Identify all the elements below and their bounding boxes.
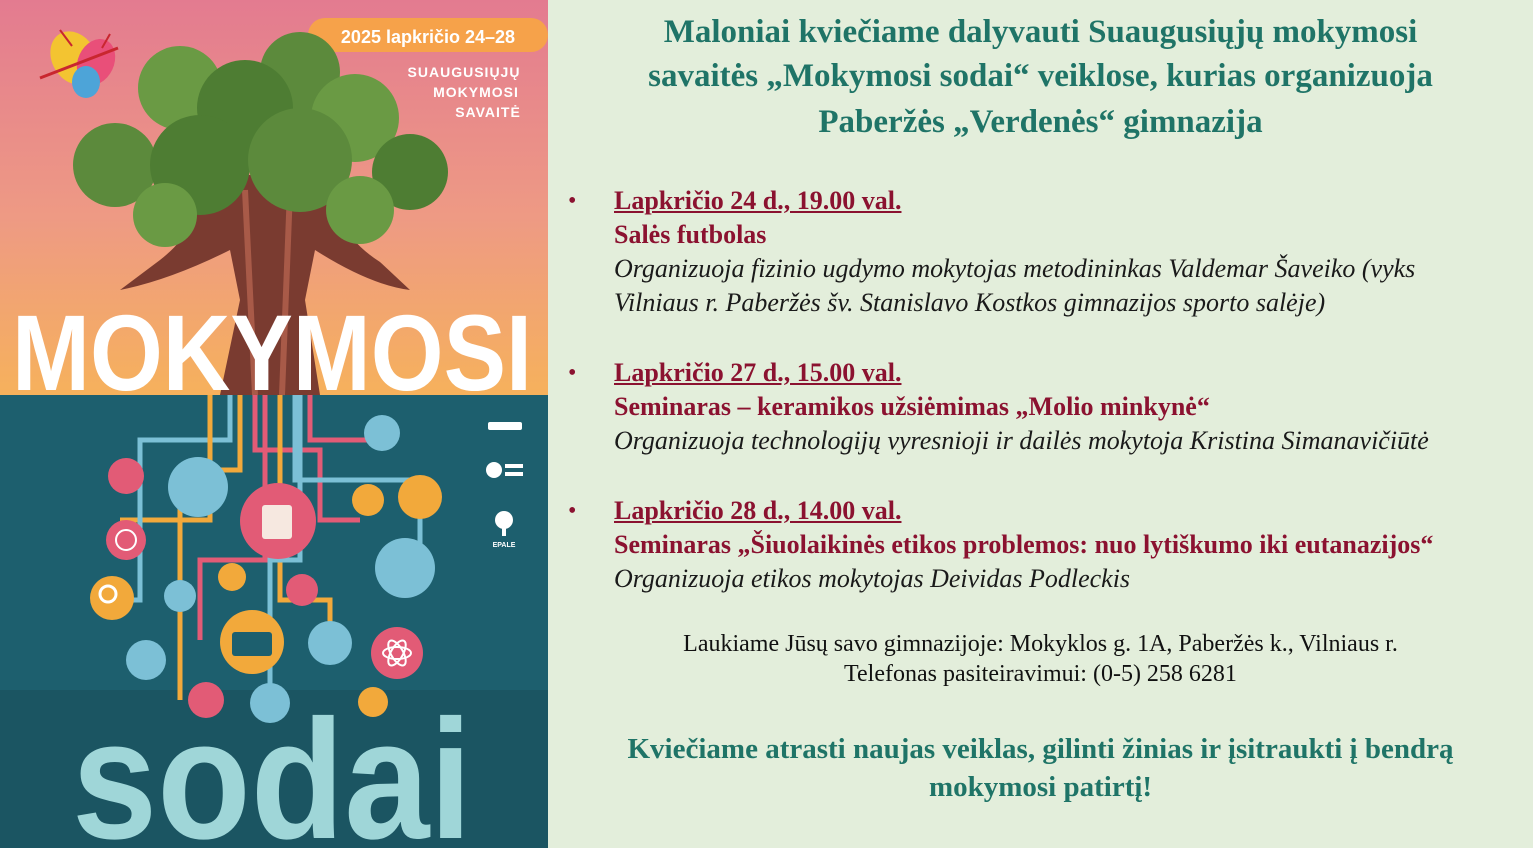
heading-line-3: Paberžės „Verdenės“ gimnazija [818, 104, 1263, 140]
atom-icon [371, 627, 423, 679]
bullet: • [568, 188, 577, 214]
poster-graphic [0, 0, 548, 848]
event-organizer: Vilniaus r. Paberžės šv. Stanislavo Kostkos gimnazijos sporto salėje) [614, 288, 1326, 317]
event-organizer: Organizuoja technologijų vyresnioji ir dailės mokytoja Kristina Simanavičiūtė [614, 426, 1429, 455]
event-title: Salės futbolas [614, 220, 767, 249]
poster-week-line2: MOKYMOSI [433, 84, 519, 100]
microscope-icon [308, 621, 352, 665]
person-avatar-icon [352, 484, 384, 516]
question-icon [218, 563, 246, 591]
poster-week-line3: SAVAITĖ [455, 104, 521, 120]
phone-line: Telefonas pasiteiravimui: (0-5) 258 6281 [844, 661, 1237, 687]
lightbulb-icon [168, 457, 228, 517]
event-date: Lapkričio 24 d., 19.00 val. [614, 186, 902, 215]
poster-image [0, 0, 548, 848]
event-date: Lapkričio 27 d., 15.00 val. [614, 358, 902, 387]
poster-title-bottom: sodai [72, 685, 472, 848]
person-avatar-icon [108, 458, 144, 494]
heading-line-2: savaitės „Mokymosi sodai“ veiklose, kurias organizuoja [648, 58, 1433, 94]
event-title: Seminaras – keramikos užsiėmimas „Molio minkynė“ [614, 392, 1210, 421]
bullet: • [568, 498, 577, 524]
event-organizer: Organizuoja etikos mokytojas Deividas Podleckis [614, 564, 1131, 593]
invitation-content [548, 0, 1533, 848]
event-title: Seminaras „Šiuolaikinės etikos problemos: nuo lytiškumo iki eutanazijos“ [614, 530, 1434, 559]
event-date: Lapkričio 28 d., 14.00 val. [614, 496, 902, 525]
music-icon [398, 475, 442, 519]
magnifier-icon [90, 576, 134, 620]
poster-week-line1: SUAUGUSIŲJŲ [407, 64, 521, 80]
address-line: Laukiame Jūsų savo gimnazijoje: Mokyklos g. 1A, Paberžės k., Vilniaus r. [683, 631, 1398, 657]
person-avatar-icon [364, 415, 400, 451]
palette-icon [375, 538, 435, 598]
heading-line-1: Maloniai kviečiame dalyvauti Suaugusiųjų mokymosi [663, 14, 1418, 50]
closing-line-1: Kviečiame atrasti naujas veiklas, gilinti žinias ir įsitraukti į bendrą [627, 733, 1454, 765]
poster-title-top: MOKYMOSI [12, 292, 532, 413]
epale-logo-label: EPALE [492, 542, 516, 549]
closing-line-2: mokymosi patirtį! [928, 771, 1153, 803]
event-organizer: Organizuoja fizinio ugdymo mokytojas metodininkas Valdemar Šaveiko (vyks [614, 254, 1416, 283]
person-avatar-icon [286, 574, 318, 606]
person-avatar-icon [164, 580, 196, 612]
bullet: • [568, 360, 577, 386]
person-avatar-icon [126, 640, 166, 680]
poster-dates: 2025 lapkričio 24–28 [340, 27, 516, 47]
globe-icon [106, 520, 146, 560]
